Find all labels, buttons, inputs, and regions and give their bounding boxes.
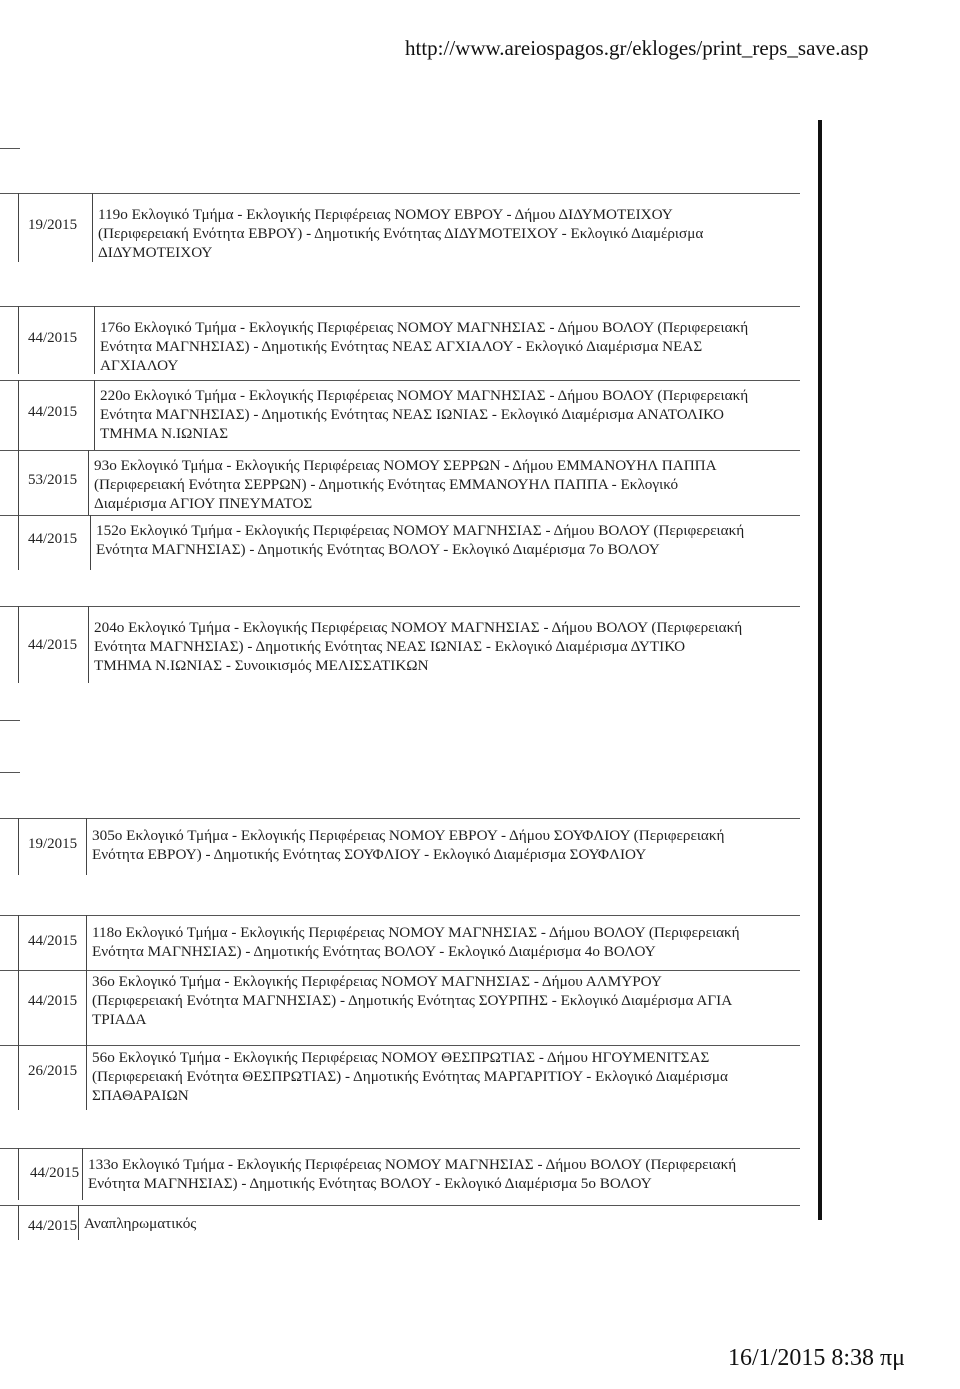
row-description-line: ΑΓΧΙΑΛΟΥ — [100, 357, 179, 374]
row-separator — [0, 818, 800, 819]
margin-rule — [0, 720, 20, 721]
margin-rule — [0, 772, 20, 773]
row-left-border — [18, 450, 19, 515]
row-column-divider — [88, 606, 89, 683]
row-column-divider — [82, 1148, 83, 1200]
row-description — [100, 318, 805, 375]
row-left-border — [18, 606, 19, 683]
row-separator — [0, 915, 800, 916]
row-description — [96, 521, 805, 559]
row-code: 44/2015 — [28, 1218, 78, 1234]
row-description — [94, 456, 805, 513]
row-description-line: ΤΡΙΑΔΑ — [92, 1011, 147, 1028]
row-description-line: Ενότητα ΜΑΓΝΗΣΙΑΣ) - Δημοτικής Ενότητας ΝΕΑΣ ΙΩΝΙΑΣ - Εκλογικό Διαμέρισμα ΔΥΤΙΚΟ — [94, 638, 686, 655]
row-separator — [0, 450, 800, 451]
row-column-divider — [86, 1045, 87, 1110]
row-left-border — [18, 193, 19, 262]
row-description — [92, 1048, 805, 1105]
row-description — [100, 386, 805, 443]
row-description-line: 305ο Εκλογικό Τμήμα - Εκλογικής Περιφέρειας ΝΟΜΟΥ ΕΒΡΟΥ - Δήμου ΣΟΥΦΛΙΟΥ (Περιφερειακή — [92, 827, 725, 844]
row-description-line: ΔΙΔΥΜΟΤΕΙΧΟΥ — [98, 244, 213, 261]
page-url: http://www.areiospagos.gr/ekloges/print_reps_save.asp — [405, 36, 869, 60]
row-description — [92, 972, 805, 1029]
margin-rule — [0, 148, 20, 149]
row-code: 44/2015 — [28, 404, 78, 420]
row-description-line: ΣΠΑΘΑΡΑΙΩΝ — [92, 1087, 189, 1104]
row-left-border — [18, 380, 19, 450]
row-description — [94, 618, 805, 675]
row-code: 44/2015 — [28, 330, 78, 346]
row-separator — [0, 970, 800, 971]
row-column-divider — [88, 450, 89, 515]
row-code: 26/2015 — [28, 1063, 78, 1079]
row-left-border — [18, 1148, 19, 1200]
row-description-line: ΤΜΗΜΑ Ν.ΙΩΝΙΑΣ - Συνοικισμός ΜΕΛΙΣΣΑΤΙΚΩΝ — [94, 657, 429, 674]
row-column-divider — [94, 380, 95, 450]
row-description-line: (Περιφερειακή Ενότητα ΣΕΡΡΩΝ) - Δημοτικής Ενότητας ΕΜΜΑΝΟΥΗΛ ΠΑΠΠΑ - Εκλογικό — [94, 476, 679, 493]
row-description-line: Ενότητα ΕΒΡΟΥ) - Δημοτικής Ενότητας ΣΟΥΦΛΙΟΥ - Εκλογικό Διαμέρισμα ΣΟΥΦΛΙΟΥ — [92, 846, 647, 863]
row-column-divider — [90, 515, 91, 570]
row-description-line: 220ο Εκλογικό Τμήμα - Εκλογικής Περιφέρειας ΝΟΜΟΥ ΜΑΓΝΗΣΙΑΣ - Δήμου ΒΟΛΟΥ (Περιφερειακή — [100, 387, 749, 404]
row-separator — [0, 380, 800, 381]
row-code: 44/2015 — [28, 637, 78, 653]
row-description — [84, 1214, 805, 1233]
row-description-line: 36ο Εκλογικό Τμήμα - Εκλογικής Περιφέρειας ΝΟΜΟΥ ΜΑΓΝΗΣΙΑΣ - Δήμου ΑΛΜΥΡΟΥ — [92, 973, 662, 990]
row-description-line: Ενότητα ΜΑΓΝΗΣΙΑΣ) - Δημοτικής Ενότητας ΒΟΛΟΥ - Εκλογικό Διαμέρισμα 4ο ΒΟΛΟΥ — [92, 943, 656, 960]
row-left-border — [18, 818, 19, 875]
row-description-line: ΤΜΗΜΑ Ν.ΙΩΝΙΑΣ — [100, 425, 229, 442]
row-column-divider — [86, 970, 87, 1045]
row-separator — [0, 1205, 800, 1206]
row-separator — [0, 1148, 800, 1149]
row-separator — [0, 306, 800, 307]
row-description-line: (Περιφερειακή Ενότητα ΜΑΓΝΗΣΙΑΣ) - Δημοτικής Ενότητας ΣΟΥΡΠΗΣ - Εκλογικό Διαμέρισμα ΑΓΙΑ — [92, 992, 733, 1009]
row-left-border — [18, 306, 19, 374]
row-column-divider — [86, 915, 87, 970]
row-description-line: 152ο Εκλογικό Τμήμα - Εκλογικής Περιφέρειας ΝΟΜΟΥ ΜΑΓΝΗΣΙΑΣ - Δήμου ΒΟΛΟΥ (Περιφερειακή — [96, 522, 745, 539]
row-column-divider — [78, 1205, 79, 1240]
row-description-line: Ενότητα ΜΑΓΝΗΣΙΑΣ) - Δημοτικής Ενότητας ΝΕΑΣ ΑΓΧΙΑΛΟΥ - Εκλογικό Διαμέρισμα ΝΕΑΣ — [100, 338, 703, 355]
row-separator — [0, 515, 800, 516]
row-description-line: 56ο Εκλογικό Τμήμα - Εκλογικής Περιφέρειας ΝΟΜΟΥ ΘΕΣΠΡΩΤΙΑΣ - Δήμου ΗΓΟΥΜΕΝΙΤΣΑΣ — [92, 1049, 710, 1066]
row-description-line: Ενότητα ΜΑΓΝΗΣΙΑΣ) - Δημοτικής Ενότητας ΒΟΛΟΥ - Εκλογικό Διαμέρισμα 7ο ΒΟΛΟΥ — [96, 541, 660, 558]
row-code: 44/2015 — [28, 531, 78, 547]
row-description-line: 204ο Εκλογικό Τμήμα - Εκλογικής Περιφέρειας ΝΟΜΟΥ ΜΑΓΝΗΣΙΑΣ - Δήμου ΒΟΛΟΥ (Περιφερειακή — [94, 619, 743, 636]
row-left-border — [18, 1045, 19, 1110]
row-code: 44/2015 — [28, 993, 78, 1009]
row-left-border — [18, 515, 19, 570]
row-code: 53/2015 — [28, 472, 78, 488]
row-description-line: Ενότητα ΜΑΓΝΗΣΙΑΣ) - Δημοτικής Ενότητας ΒΟΛΟΥ - Εκλογικό Διαμέρισμα 5ο ΒΟΛΟΥ — [88, 1175, 652, 1192]
scan-edge-bar — [818, 120, 822, 1220]
row-description-line: (Περιφερειακή Ενότητα ΕΒΡΟΥ) - Δημοτικής Ενότητας ΔΙΔΥΜΟΤΕΙΧΟΥ - Εκλογικό Διαμέρισμα — [98, 225, 704, 242]
row-description-line: 119ο Εκλογικό Τμήμα - Εκλογικής Περιφέρειας ΝΟΜΟΥ ΕΒΡΟΥ - Δήμου ΔΙΔΥΜΟΤΕΙΧΟΥ — [98, 206, 673, 223]
row-description-line: 93ο Εκλογικό Τμήμα - Εκλογικής Περιφέρειας ΝΟΜΟΥ ΣΕΡΡΩΝ - Δήμου ΕΜΜΑΝΟΥΗΛ ΠΑΠΠΑ — [94, 457, 717, 474]
row-separator — [0, 1045, 800, 1046]
row-left-border — [18, 1205, 19, 1240]
row-description-line: 176ο Εκλογικό Τμήμα - Εκλογικής Περιφέρειας ΝΟΜΟΥ ΜΑΓΝΗΣΙΑΣ - Δήμου ΒΟΛΟΥ (Περιφερειακή — [100, 319, 749, 336]
row-description — [88, 1155, 805, 1193]
row-column-divider — [86, 818, 87, 875]
row-description-line: Αναπληρωματικός — [84, 1215, 197, 1232]
row-description-line: (Περιφερειακή Ενότητα ΘΕΣΠΡΩΤΙΑΣ) - Δημοτικής Ενότητας ΜΑΡΓΑΡΙΤΙΟΥ - Εκλογικό Διαμέρισμα — [92, 1068, 728, 1085]
row-description-line: Διαμέρισμα ΑΓΙΟΥ ΠΝΕΥΜΑΤΟΣ — [94, 495, 313, 512]
row-code: 44/2015 — [28, 933, 78, 949]
row-separator — [0, 606, 800, 607]
row-description-line: Ενότητα ΜΑΓΝΗΣΙΑΣ) - Δημοτικής Ενότητας ΝΕΑΣ ΙΩΝΙΑΣ - Εκλογικό Διαμέρισμα ΑΝΑΤΟΛΙΚΟ — [100, 406, 725, 423]
row-description — [92, 923, 805, 961]
row-separator — [0, 193, 800, 194]
row-description — [92, 826, 805, 864]
row-code: 19/2015 — [28, 836, 78, 852]
row-code: 44/2015 — [30, 1165, 80, 1181]
row-description-line: 133ο Εκλογικό Τμήμα - Εκλογικής Περιφέρειας ΝΟΜΟΥ ΜΑΓΝΗΣΙΑΣ - Δήμου ΒΟΛΟΥ (Περιφερειακή — [88, 1156, 737, 1173]
row-description — [98, 205, 805, 262]
row-code: 19/2015 — [28, 217, 78, 233]
row-column-divider — [92, 193, 93, 262]
row-description-line: 118ο Εκλογικό Τμήμα - Εκλογικής Περιφέρειας ΝΟΜΟΥ ΜΑΓΝΗΣΙΑΣ - Δήμου ΒΟΛΟΥ (Περιφερειακή — [92, 924, 740, 941]
print-timestamp: 16/1/2015 8:38 πμ — [728, 1345, 905, 1371]
row-left-border — [18, 915, 19, 970]
row-column-divider — [94, 306, 95, 374]
row-left-border — [18, 970, 19, 1045]
